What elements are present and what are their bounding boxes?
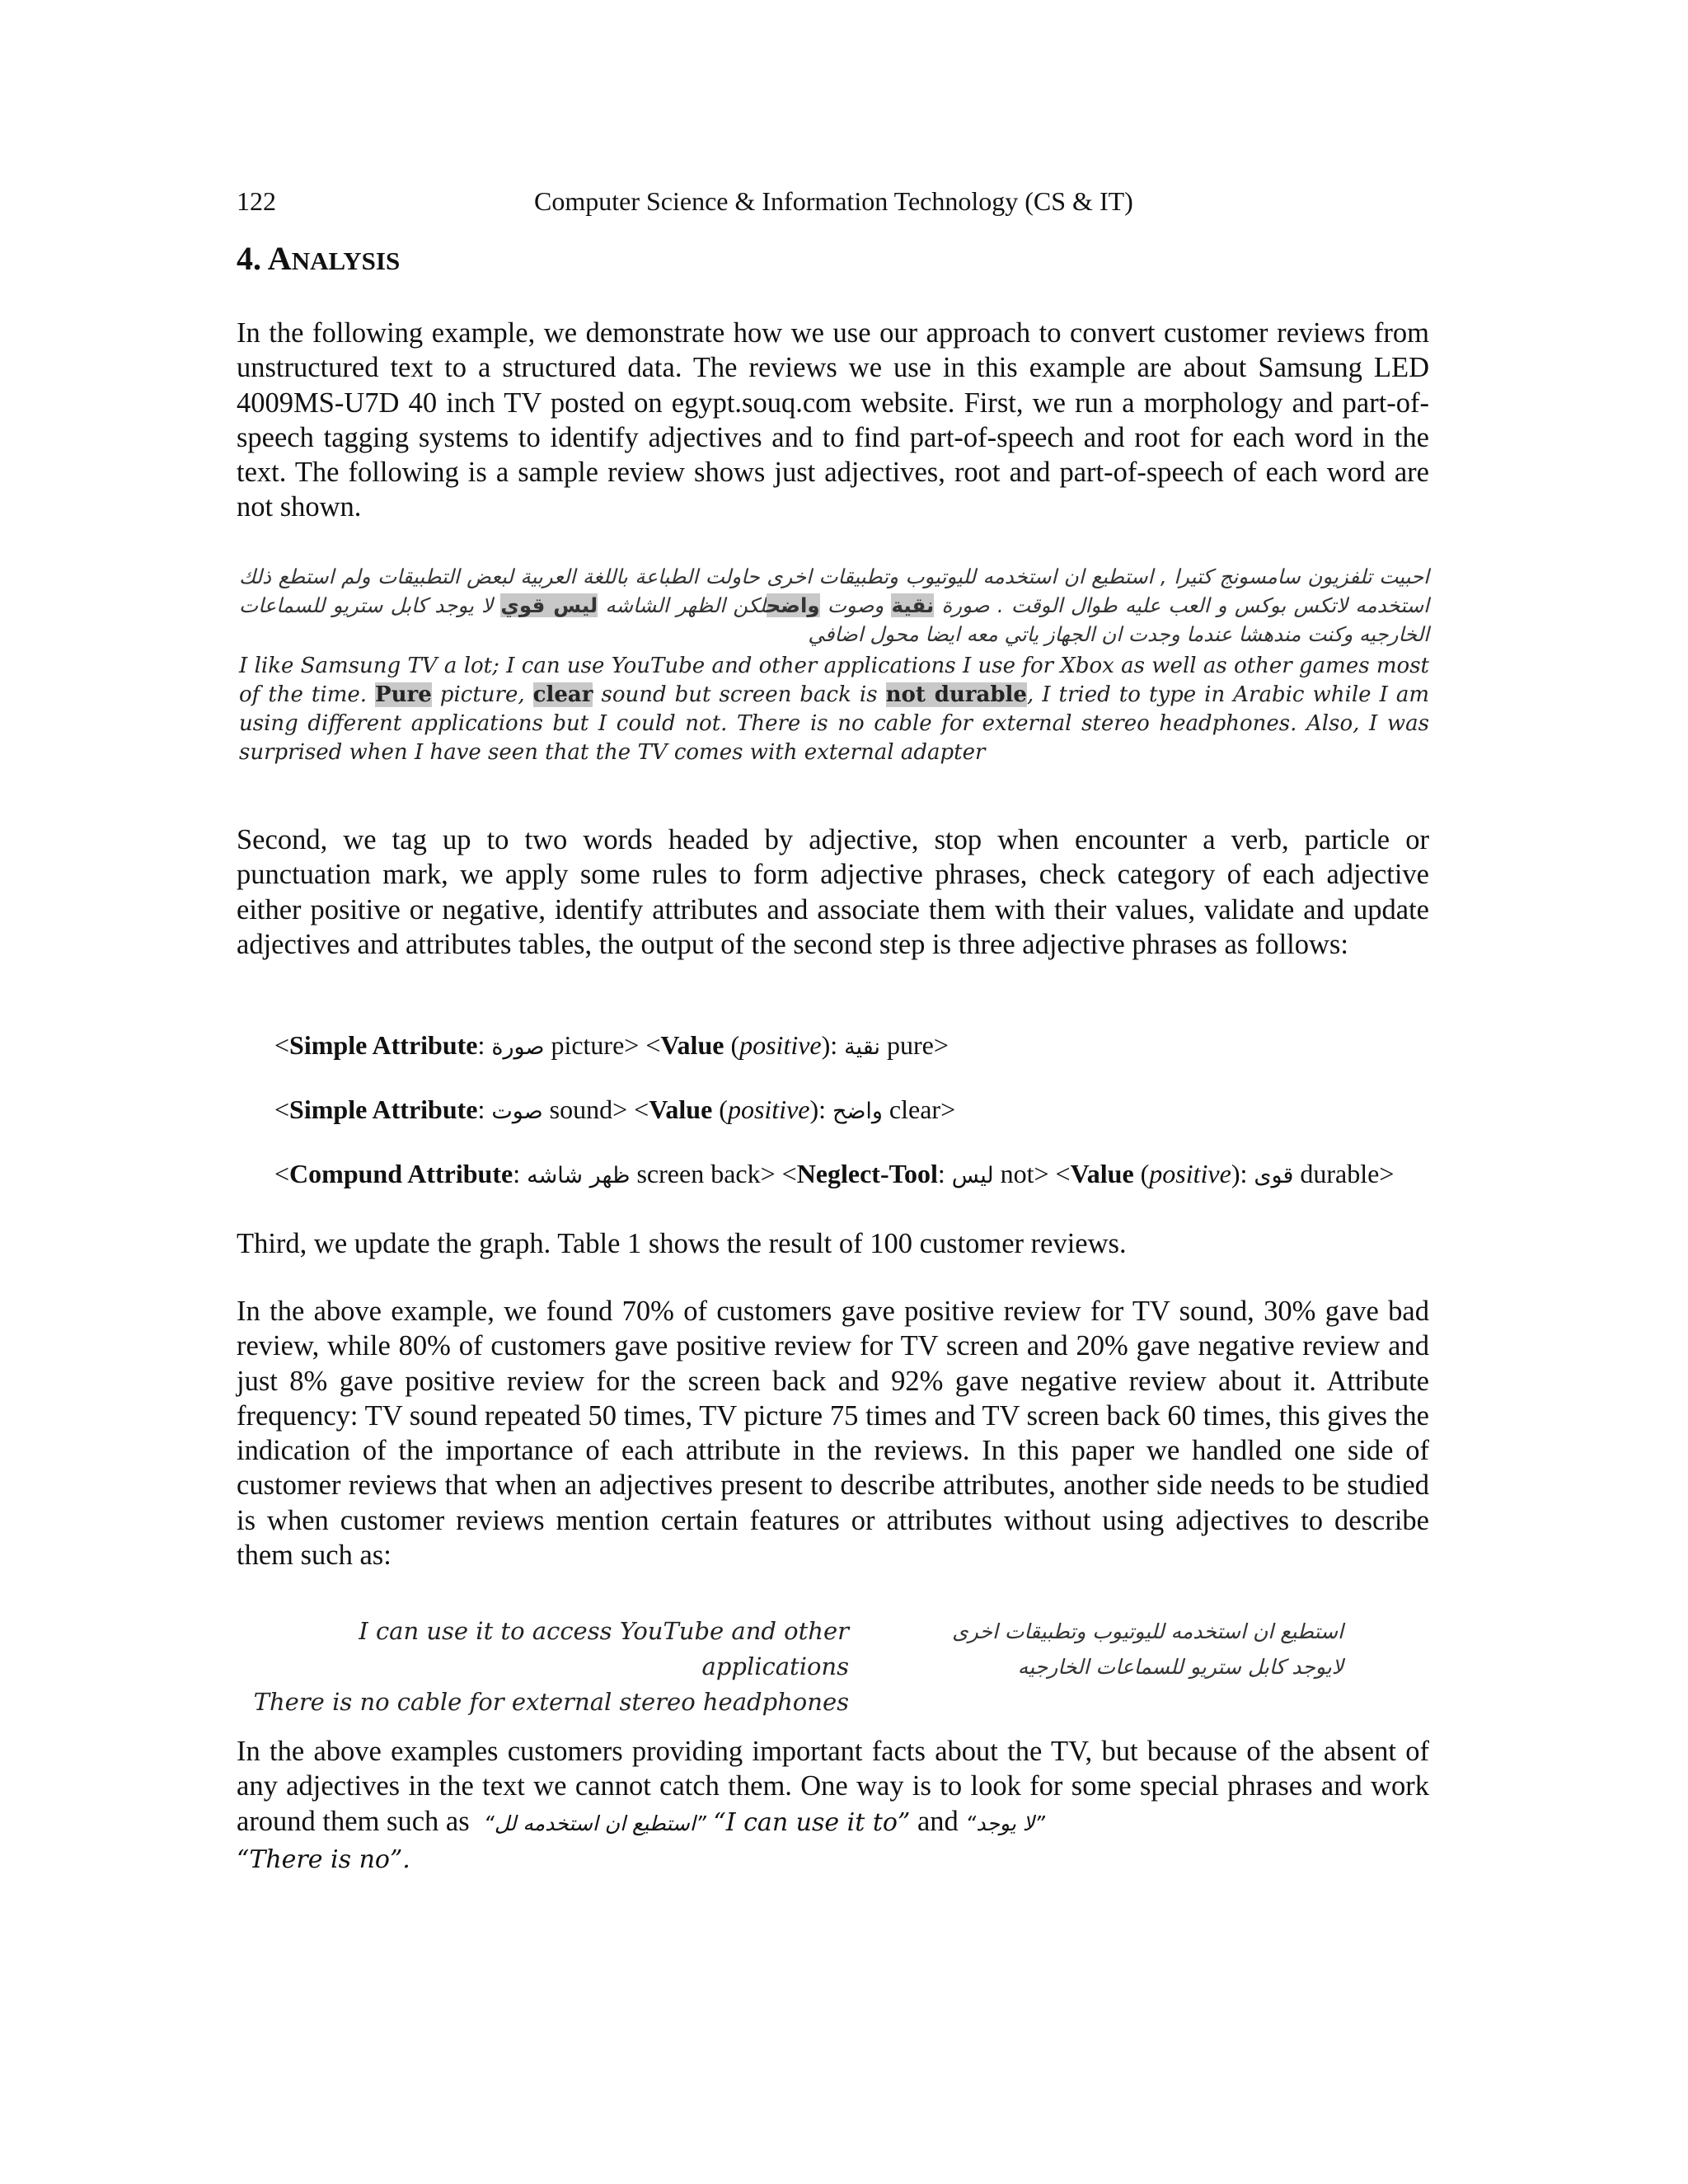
rule-neglect-english: not> (1000, 1159, 1049, 1188)
section-number: 4. (237, 240, 261, 277)
rule-neglect-label: Neglect-Tool (796, 1159, 938, 1188)
rule-value-arabic: قوى (1254, 1163, 1294, 1188)
rule-value-label: Value (660, 1030, 724, 1060)
arabic-text: وصوت (827, 593, 884, 617)
phrase-arabic-1: “استطيع ان استخدمه لل” (483, 1811, 706, 1835)
rule-value-english: durable> (1300, 1159, 1395, 1188)
english-text: I like Samsung TV a lot; I can use YouTube and other applications I use for Xbox as well as other games most of the time. (239, 654, 1429, 707)
rule-value-arabic: نقية (844, 1034, 880, 1060)
sample-review-arabic (239, 562, 1429, 649)
adjective-phrase-rule: <Compund Attribute: ظهر شاشه screen back> <Neglect-Tool: ليس not> <Value (positive): قوى durable> (274, 1159, 1395, 1188)
paragraph-intro: In the following example, we demonstrate how we use our approach to convert customer reviews from unstructured text to a structured data. The reviews we use in this example are about Samsung LED 4009MS-U7D 40 inch TV posted on egypt.souq.com website. First, we run a morphology and part-of-speech tagging systems to identify adjectives and to find part-of-speech and root for each word in the text. The following is a sample review shows just adjectives, root and part-of-speech of each word are not shown. (237, 317, 1429, 523)
section-heading (237, 239, 400, 278)
arabic-text: لكن الظهر الشاشه (605, 593, 767, 617)
paragraph-third-step: Third, we update the graph. Table 1 shows the result of 100 customer reviews. (237, 1228, 1127, 1259)
conjunction: and (917, 1805, 959, 1837)
rule-attr-arabic: صوت (491, 1099, 543, 1124)
rule-attr-arabic: ظهر شاشه (527, 1163, 631, 1188)
section-title-initial: A (267, 240, 292, 277)
rule-attr-label: Simple Attribute (289, 1094, 478, 1124)
rule-value-arabic: واضح (832, 1099, 883, 1124)
rule-value-label: Value (1070, 1159, 1134, 1188)
arabic-text: لا يوجد كابل ستريو للسماعات الخارجيه وكنت مندهشا عندما وجدت ان الجهاز ياتي معه ايضا محول اضافي (239, 593, 1429, 646)
arabic-text: احبيت تلفزيون سامسونج كتيرا , استطيع ان استخدمه لليوتيوب وتطبيقات اخرى حاولت الطباعة باللغة العربية لبعض التطبيقات ولم استطع ذلك استخدمه لاتكس بوكس و العب عليه طوال الوقت . صورة (239, 565, 1429, 617)
examples-english (247, 1614, 849, 1720)
running-title: Computer Science & Information Technology (CS & IT) (534, 186, 1133, 216)
paragraph-second-step: Second, we tag up to two words headed by adjective, stop when encounter a verb, particle or punctuation mark, we apply some rules to form adjective phrases, check category of each adjective either positive or negative, identify attributes and associate them with their values, validate and update adjectives and attributes tables, the output of the second step is three adjective phrases as follows: (237, 824, 1429, 960)
phrase-english-1: “I can use it to” (713, 1807, 911, 1837)
rule-attr-english: picture> (551, 1030, 640, 1060)
rule-value-category: positive (727, 1094, 810, 1124)
rule-value-english: clear> (889, 1094, 956, 1124)
section-title-rest: NALYSIS (291, 246, 401, 275)
rule-value-label: Value (649, 1094, 713, 1124)
paragraph-results: In the above example, we found 70% of customers gave positive review for TV sound, 30% gave bad review, while 80% of customers gave positive review for TV screen and 20% gave negative review and just 8% gave positive review for the screen back and 92% gave negative review about it. Attribute frequency: TV sound repeated 50 times, TV picture 75 times and TV screen back 60 times, this gives the indication of the importance of each attribute in the reviews. In this paper we handled one side of customer reviews that when an adjectives present to describe attributes, another side needs to be studied is when customer reviews mention certain features or attributes without using adjectives to describe them such as: (237, 1296, 1429, 1572)
arabic-highlight: واضح (766, 593, 820, 617)
english-highlight: Pure (375, 682, 432, 707)
example-arabic-line: استطيع ان استخدمه لليوتيوب وتطبيقات اخرى (952, 1619, 1343, 1643)
sample-review-figure (239, 562, 1429, 767)
english-text: sound but screen back is (601, 682, 878, 707)
adjective-phrase-rule: <Simple Attribute: صورة picture> <Value (positive): نقية pure> (274, 1030, 949, 1060)
rule-attr-english: sound> (549, 1094, 628, 1124)
rule-neglect-arabic: ليس (951, 1163, 994, 1188)
english-highlight: not durable (885, 682, 1027, 707)
english-text: picture, (439, 682, 525, 707)
example-english-line: I can use it to access YouTube and other applications (359, 1617, 849, 1680)
rule-attr-arabic: صورة (491, 1034, 545, 1060)
rule-value-english: pure> (886, 1030, 949, 1060)
example-english-line: There is no cable for external stereo headphones (253, 1688, 849, 1716)
page-number: 122 (237, 186, 276, 216)
arabic-highlight: نقية (891, 593, 935, 617)
rule-attr-label: Compund Attribute (289, 1159, 513, 1188)
english-highlight: clear (532, 682, 593, 707)
phrase-arabic-2: “لا يوجد” (965, 1811, 1045, 1835)
rule-attr-english: screen back> (636, 1159, 776, 1188)
sample-review-english (239, 652, 1429, 767)
arabic-highlight: ليس قوي (500, 593, 598, 617)
example-arabic-line: لايوجد كابل ستريو للسماعات الخارجيه (1017, 1655, 1343, 1679)
adjective-phrase-rule: <Simple Attribute: صوت sound> <Value (positive): واضح clear> (274, 1094, 956, 1124)
paragraph-conclusion (237, 1734, 1429, 1877)
conclusion-text: In the above examples customers providing important facts about the TV, but because of the absent of any adjectives in the text we cannot catch them. One way is to look for some special phrases and work around them such as (237, 1736, 1429, 1837)
examples-arabic (931, 1614, 1343, 1685)
rule-value-category: positive (739, 1030, 822, 1060)
english-text: , I tried to type in Arabic while I am using different applications but I could not. There is no cable for external stereo headphones. Also, I was surprised when I have seen that the TV comes with external adapter (239, 682, 1430, 765)
rule-value-category: positive (1149, 1159, 1231, 1188)
phrase-english-2: “There is no”. (237, 1844, 410, 1874)
rule-attr-label: Simple Attribute (289, 1030, 478, 1060)
